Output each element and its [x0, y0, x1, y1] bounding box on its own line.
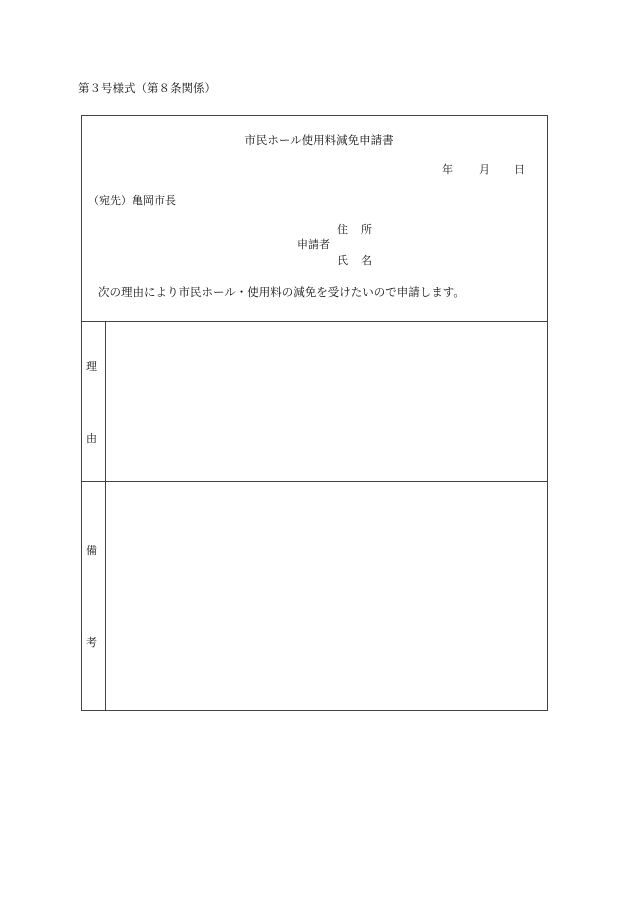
date-year-label: 年	[442, 163, 453, 176]
reason-label-char-2: 由	[86, 432, 97, 445]
date-day-label: 日	[514, 163, 525, 176]
form-title: 市民ホール使用料減免申請書	[244, 133, 394, 147]
reason-field[interactable]	[106, 322, 547, 481]
remarks-label-char-1: 備	[86, 544, 97, 557]
reason-label-char-1: 理	[86, 360, 97, 373]
applicant-name-label: 氏 名	[337, 254, 373, 267]
date-month-label: 月	[479, 163, 490, 176]
form-number-label: 第３号様式（第８条関係）	[78, 81, 216, 95]
addressee: （宛先）亀岡市長	[88, 194, 176, 207]
applicant-label: 申請者	[297, 238, 330, 251]
remarks-field[interactable]	[106, 482, 547, 710]
applicant-address-label: 住 所	[337, 223, 373, 236]
remarks-label-char-2: 考	[86, 636, 97, 649]
application-statement: 次の理由により市民ホール・使用料の減免を受けたいので申請します。	[98, 285, 465, 299]
